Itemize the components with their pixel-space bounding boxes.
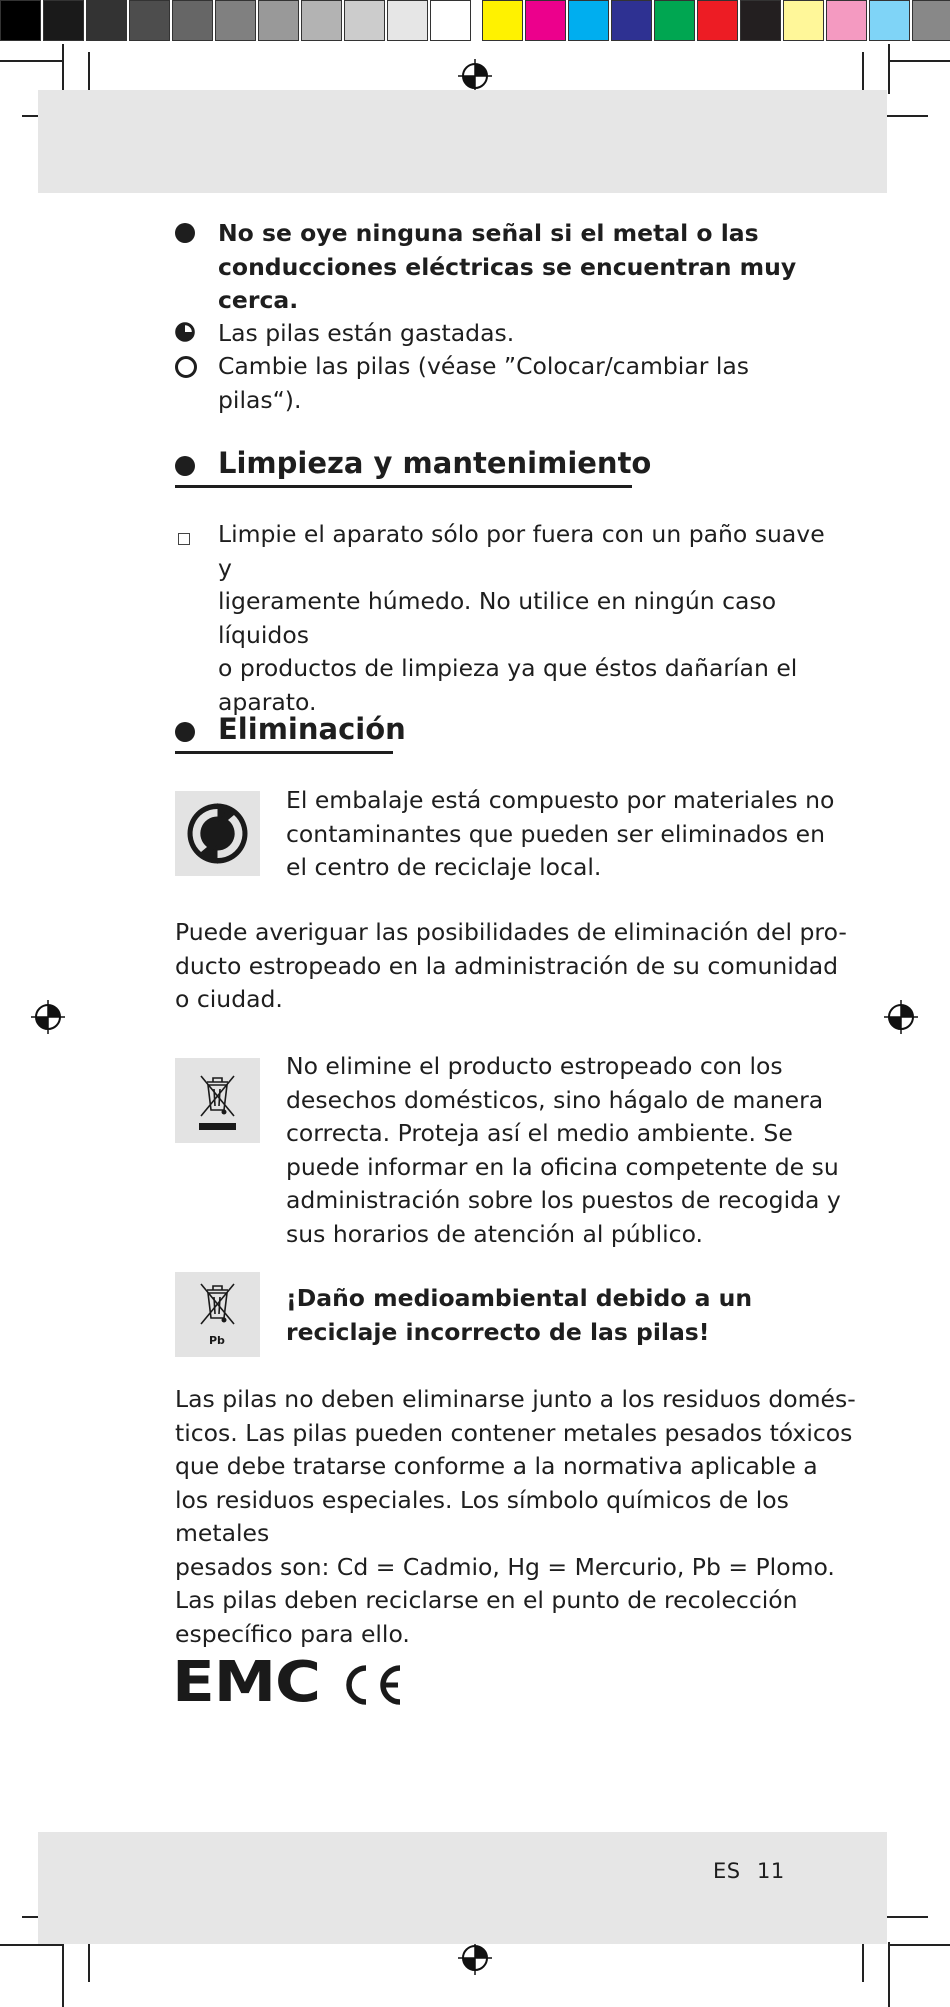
color-swatch [697, 0, 738, 41]
color-swatch [482, 0, 523, 41]
battery-disposal-icon [175, 1272, 260, 1357]
disposal-heading: Eliminación [218, 712, 406, 746]
section-bullet-icon [175, 456, 195, 476]
color-swatch [611, 0, 652, 41]
solution-text: Cambie las pilas (véase ”Colocar/cambiar las pilas“). [218, 352, 750, 414]
gray-swatch [387, 0, 428, 41]
color-swatch [525, 0, 566, 41]
gray-swatch [215, 0, 256, 41]
heading-underline [175, 751, 393, 754]
color-swatch [783, 0, 824, 41]
gray-swatch [430, 0, 471, 41]
color-swatch [826, 0, 867, 41]
bullet-dot-icon [175, 223, 195, 243]
ce-mark-icon [338, 1662, 404, 1708]
crop-mark [62, 44, 64, 94]
bullet-ring-icon [175, 356, 197, 378]
packaging-text: El embalaje está compuesto por materiales no contaminantes que pueden ser eliminados en el centro de reciclaje local. [286, 786, 835, 881]
header-band [38, 90, 887, 193]
footer-language: ES [713, 1859, 741, 1883]
half-filled-bullet-icon [175, 322, 195, 342]
cleaning-heading: Limpieza y mantenimiento [218, 446, 652, 480]
crop-mark [888, 1942, 890, 2007]
crop-mark [888, 44, 890, 94]
color-swatch [912, 0, 950, 41]
cause-text: Las pilas están gastadas. [218, 319, 515, 347]
color-swatch [654, 0, 695, 41]
gray-swatch [344, 0, 385, 41]
heading-underline [175, 485, 632, 488]
crop-mark [0, 1944, 62, 1946]
crop-mark [884, 115, 928, 117]
battery-icon-label: Pb [209, 1334, 225, 1347]
color-swatch [869, 0, 910, 41]
crop-mark [888, 60, 950, 62]
gray-swatch [258, 0, 299, 41]
emc-mark: EMC [172, 1650, 320, 1715]
battery-warning-text: ¡Daño medioambiental debido a un reciclaje incorrecto de las pilas! [286, 1284, 753, 1346]
gray-swatch [172, 0, 213, 41]
registration-mark-icon [31, 1000, 65, 1034]
process-color-bar [482, 0, 950, 44]
problem-text: No se oye ninguna señal si el metal o las conducciones eléctricas se encuentran muy cerca. [218, 219, 797, 314]
weee-text: No elimine el producto estropeado con los desechos domésticos, sino hágalo de manera correcta. Proteja así el medio ambiente. Se puede informar en la oficina competente de su administración sobre los puestos de recogida y sus horarios de atención al público. [286, 1052, 841, 1248]
gray-swatch [129, 0, 170, 41]
color-swatch [740, 0, 781, 41]
grayscale-color-bar [0, 0, 473, 44]
crop-mark [884, 1916, 928, 1918]
crop-mark [62, 1942, 64, 2007]
color-swatch [568, 0, 609, 41]
page-number: 11 [757, 1859, 785, 1883]
gray-swatch [86, 0, 127, 41]
gray-swatch [43, 0, 84, 41]
checkbox-bullet-icon [178, 533, 190, 545]
battery-disposal-text: Las pilas no deben eliminarse junto a los residuos domés- ticos. Las pilas pueden contener metales pesados tóxicos que debe tratarse conforme a la normativa aplicable a los residuos especiales. Los símbolo químicos de los metales pesados son: Cd = Cadmio, Hg = Mercurio, Pb = Plomo. Las pilas deben reciclarse en el punto de recolección específico para ello. [175, 1385, 856, 1648]
registration-mark-icon [884, 1000, 918, 1034]
crop-mark [0, 60, 62, 62]
crossed-bin-icon [175, 1058, 260, 1143]
green-dot-recycling-icon [175, 791, 260, 876]
registration-mark-icon [458, 1941, 492, 1975]
gray-swatch [0, 0, 41, 41]
disposal-info-text: Puede averiguar las posibilidades de eliminación del pro- ducto estropeado en la administración de su comunidad o ciudad. [175, 918, 847, 1013]
footer-band [38, 1832, 887, 1944]
section-bullet-icon [175, 722, 195, 742]
gray-swatch [301, 0, 342, 41]
cleaning-text: Limpie el aparato sólo por fuera con un paño suave y ligeramente húmedo. No utilice en ningún caso líquidos o productos de limpieza ya que éstos dañarían el aparato. [218, 520, 825, 716]
registration-mark-icon [458, 59, 492, 93]
crop-mark [888, 1944, 950, 1946]
